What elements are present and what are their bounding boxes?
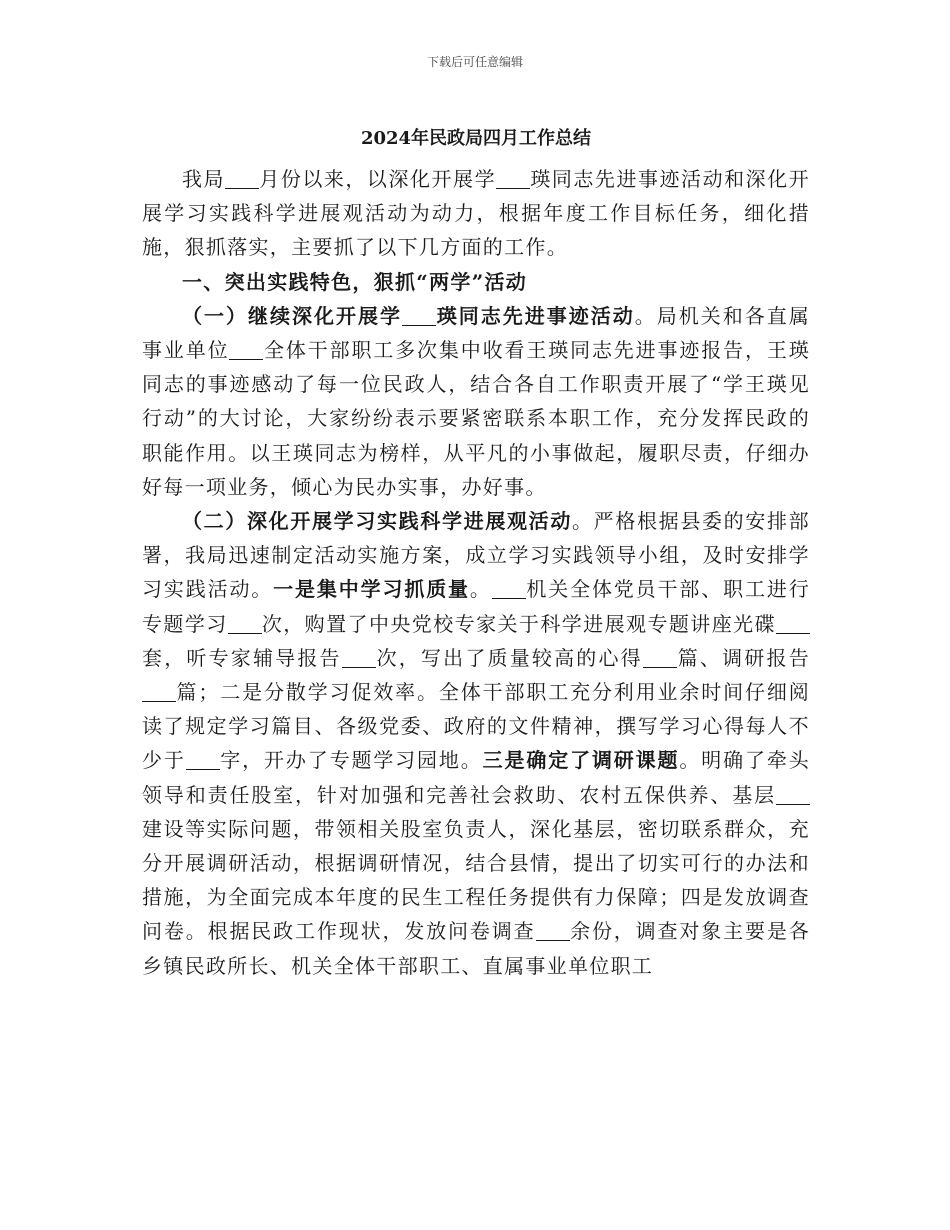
document-title: 2024年民政局四月工作总结 — [360, 128, 592, 149]
blank-line — [342, 647, 376, 668]
blank-line — [142, 681, 176, 702]
text: 次，购置了中央党校专家关于科学进展观专题讲座光碟 — [261, 611, 777, 636]
text: 余份，调查对象主要是各乡镇民政所长、机关全体干部职工、直属事业单位职工 — [142, 919, 810, 978]
text: 月份以来，以深化开展学 — [259, 167, 497, 191]
blank-line — [229, 339, 263, 360]
paragraph-section-1-2 — [142, 504, 810, 983]
text: 全体干部职工多次集中收看王瑛同志先进事迹报告，王瑛同志的事迹感动了每一位民政人，结合各自工作职责开展了“学王瑛见行动”的大讨论，大家纷纷表示要紧密联系本职工作，充分发挥民政的职能作用。以王瑛同志为榜样，从平凡的小事做起，履职尽责，仔细办好每一项业务，倾心为民办实事，办好事。 — [142, 338, 811, 499]
blank-line — [536, 920, 570, 941]
text: 。明确了牵头领导和责任股室，针对加强和完善社会救助、农村五保供养、基层 — [142, 748, 810, 807]
text: 次，写出了质量较高的心得 — [375, 645, 643, 670]
text: 。 — [469, 577, 492, 602]
blank-line — [225, 168, 259, 189]
emphasis-bold: 三是确定了调研课题 — [482, 748, 680, 773]
text: 。局机关和各直属事业单位 — [142, 303, 811, 363]
blank-line — [492, 578, 526, 599]
blank-line — [643, 647, 677, 668]
text: 篇、调研报告 — [676, 645, 810, 670]
document-body — [142, 122, 810, 983]
paragraph-section-1-1 — [142, 299, 810, 504]
blank-line — [402, 305, 436, 326]
blank-line — [186, 749, 220, 770]
text: 。严格根据县委的安排部署，我局迅速制定活动实施方案，成立学习实践领导小组，及时安排学习实践活动。 — [142, 509, 810, 602]
text: 瑛同志先进事迹活动和深化开展学习实践科学进展观活动为动力，根据年度工作目标任务，细化措施，狠抓落实，主要抓了以下几方面的工作。 — [142, 167, 810, 260]
subheading-bold: （一）继续深化开展学 — [182, 303, 402, 328]
header-note: 下载后可任意编辑 — [426, 55, 523, 69]
text: 字，开办了专题学习园地。 — [219, 748, 483, 773]
blank-line — [496, 168, 530, 189]
text: 套，听专家辅导报告 — [142, 645, 342, 670]
text: 机关全体党员干部、职工进行专题学习 — [142, 577, 810, 636]
blank-line — [776, 784, 810, 805]
text: 我局 — [182, 167, 226, 191]
paragraph-intro — [142, 162, 810, 265]
blank-line — [228, 613, 262, 634]
text: 建设等实际问题，带领相关股室负责人，深化基层，密切联系群众，充分开展调研活动，根据调研情况，结合县情，提出了切实可行的办法和措施，为全面完成本年度的民生工程任务提供有力保障；四是发放调查问卷。根据民政工作现状，发放问卷调查 — [142, 816, 810, 944]
emphasis-bold: 一是集中学习抓质量 — [273, 577, 470, 602]
subheading-bold: （二）深化开展学习实践科学进展观活动 — [182, 509, 573, 534]
text: 篇；二是分散学习促效率。全体干部职工充分利用业余时间仔细阅读了规定学习篇目、各级党委、政府的文件精神，撰写学习心得每人不少于 — [142, 680, 810, 773]
section-heading-1: 一、突出实践特色，狠抓“两学”活动 — [182, 269, 528, 294]
subheading-bold: 瑛同志先进事迹活动 — [436, 303, 635, 328]
blank-line — [776, 613, 810, 634]
